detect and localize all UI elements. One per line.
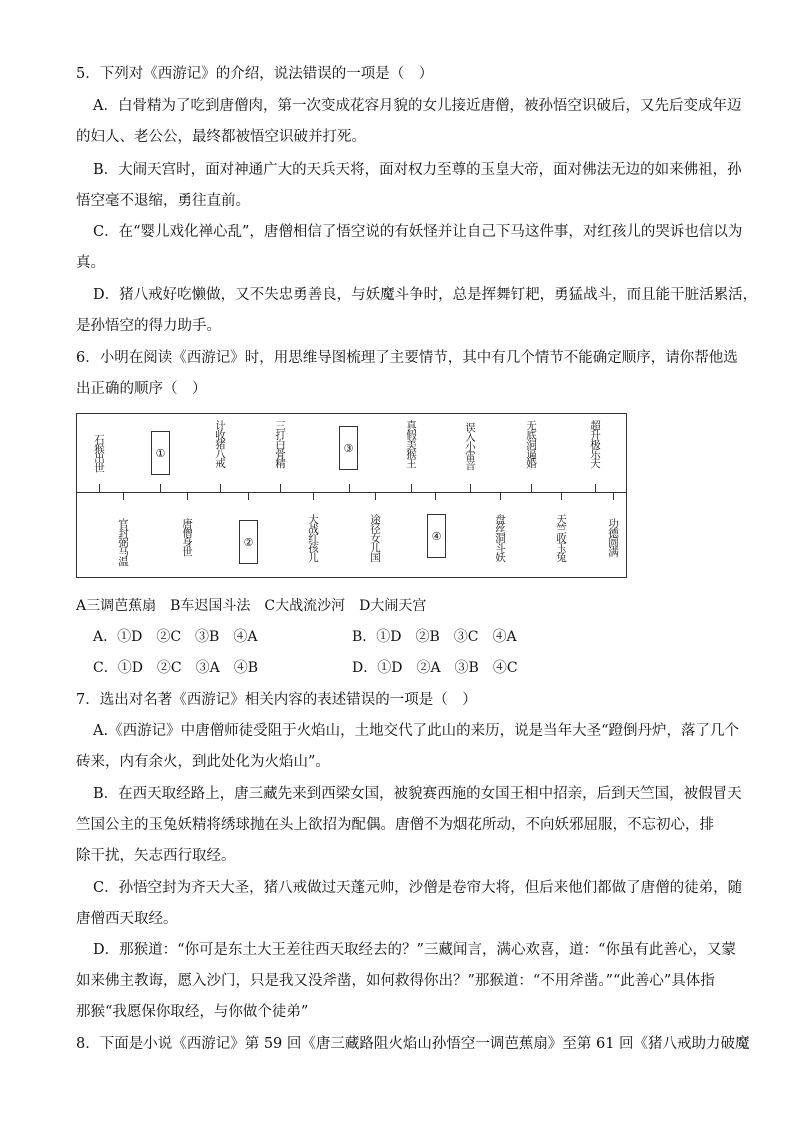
tick — [411, 484, 412, 492]
tick — [595, 484, 596, 492]
q7-option-d: D．那猴道：“你可是东土大王差往西天取经去的？”三藏闻言，满心欢喜，道：“你虽有此善心，又蒙 — [93, 942, 736, 958]
q5-option-b: B．大闹天宫时，面对神通广大的天兵天将，面对权力至尊的玉皇大帝，面对佛法无边的如来佛祖，孙 — [93, 162, 742, 178]
tick — [99, 484, 100, 492]
q6-choices-legend: A三调芭蕉扇 B车迟国斗法 C大战流沙河 D大闹天宫 — [76, 598, 427, 614]
tick — [500, 492, 501, 500]
tick — [313, 492, 314, 500]
q5-option-c: C．在“婴儿戏化禅心乱”，唐僧相信了悟空说的有妖怪并让自己下马这件事，对红孩儿的哭诉也信以为 — [93, 224, 743, 240]
q7-option-a: A.《西游记》中唐僧师徒受阻于火焰山，土地交代了此山的来历，说是当年大圣“蹬倒丹炉，落了几个 — [93, 723, 739, 739]
tick — [123, 492, 124, 500]
q6-option-c: C．①D ②C ③A ④B — [93, 660, 259, 676]
q6-stem-cont: 出正确的顺序（ ） — [76, 381, 207, 397]
event-bottom-1: 官封弼马温 — [117, 518, 129, 566]
q7-option-b-cont2: 除干扰，矢志西行取经。 — [76, 848, 236, 864]
event-bottom-2: 唐僧身世 — [181, 518, 193, 556]
q5-option-c-cont: 真。 — [76, 255, 105, 271]
q7-stem: 7．选出对名著《西游记》相关内容的表述错误的一项是（ ） — [76, 692, 477, 708]
q7-option-c-cont: 唐僧西天取经。 — [76, 911, 178, 927]
q7-option-a-cont: 砖来，内有余火，到此处化为火焰山”。 — [76, 754, 330, 770]
event-top-4: 三打白骨精 — [274, 420, 286, 468]
event-bottom-8: 天竺收玉兔 — [555, 514, 567, 562]
tick — [435, 492, 436, 500]
event-top-6: 真假美猴王 — [405, 420, 417, 468]
blank-box-3: ③ — [339, 426, 358, 470]
event-top-9: 超升极乐天 — [589, 420, 601, 468]
blank-box-1: ① — [151, 431, 170, 475]
q5-stem: 5．下列对《西游记》的介绍，说法错误的一项是（ ） — [76, 66, 434, 82]
q6-option-d: D．①D ②A ③B ④C — [352, 660, 518, 676]
event-top-3: 计收猪八戒 — [214, 420, 226, 468]
q5-option-b-cont: 悟空毫不退缩，勇往直前。 — [76, 193, 250, 209]
q7-option-c: C．孙悟空封为齐天大圣，猪八戒做过天蓬元帅，沙僧是卷帘大将，但后来他们都做了唐僧的徒弟，随 — [93, 880, 743, 896]
event-top-1: 石猴出世 — [93, 434, 105, 472]
q6-stem: 6．小明在阅读《西游记》时，用思维导图梳理了主要情节，其中有几个情节不能确定顺序，请你帮他选 — [76, 350, 738, 366]
tick — [349, 484, 350, 492]
event-bottom-5: 途径女儿国 — [369, 514, 381, 562]
q5-option-a-cont: 的妇人、老公公，最终都被悟空识破并打死。 — [76, 129, 366, 145]
q5-option-d: D．猪八戒好吃懒做，又不失忠勇善良，与妖魔斗争时，总是挥舞钉耙，勇猛战斗，而且能干脏活累活， — [93, 287, 758, 303]
tick — [531, 484, 532, 492]
tick — [613, 492, 614, 500]
q5-option-a: A．白骨精为了吃到唐僧肉，第一次变成花容月貌的女儿接近唐僧，被孙悟空识破后，又先后变成年迈 — [93, 98, 742, 114]
q5-option-d-cont: 是孙悟空的得力助手。 — [76, 318, 221, 334]
q7-option-d-cont2: 那猴“我愿保你取经，与你做个徒弟” — [76, 1004, 309, 1020]
q7-option-b: B．在西天取经路上，唐三藏先来到西梁女国，被貌赛西施的女国王相中招亲，后到天竺国，被假冒天 — [93, 786, 742, 802]
event-bottom-7: 盘丝洞斗妖 — [494, 514, 506, 562]
tick — [280, 484, 281, 492]
mind-map-timeline — [76, 413, 627, 578]
tick — [187, 492, 188, 500]
tick — [470, 484, 471, 492]
blank-box-2: ② — [239, 520, 258, 564]
q6-option-b: B．①D ②B ③C ④A — [352, 629, 517, 645]
event-top-8: 无底洞逼婚 — [525, 420, 537, 468]
tick — [561, 492, 562, 500]
blank-box-4: ④ — [427, 514, 446, 558]
timeline-axis — [77, 492, 626, 493]
tick — [220, 484, 221, 492]
tick — [160, 484, 161, 492]
q7-option-d-cont: 如来佛主教诲，愿入沙门，只是我又没斧凿，如何救得你出？”那猴道：“不用斧凿。”“此善心”具体指 — [76, 973, 715, 989]
event-bottom-9: 功德圆满 — [607, 518, 619, 556]
event-top-7: 误入小雷音 — [464, 422, 476, 470]
tick — [375, 492, 376, 500]
tick — [248, 492, 249, 500]
event-bottom-4: 大战红孩儿 — [307, 514, 319, 562]
q8-stem: 8．下面是小说《西游记》第 59 回《唐三藏路阻火焰山孙悟空一调芭蕉扇》至第 61 回《猪八戒助力破魔 — [76, 1036, 750, 1052]
q6-option-a: A．①D ②C ③B ④A — [93, 629, 258, 645]
q7-option-b-cont: 竺国公主的玉兔妖精将绣球抛在头上欲招为配偶。唐僧不为烟花所动，不向妖邪屈服，不忘初心，排 — [76, 817, 714, 833]
